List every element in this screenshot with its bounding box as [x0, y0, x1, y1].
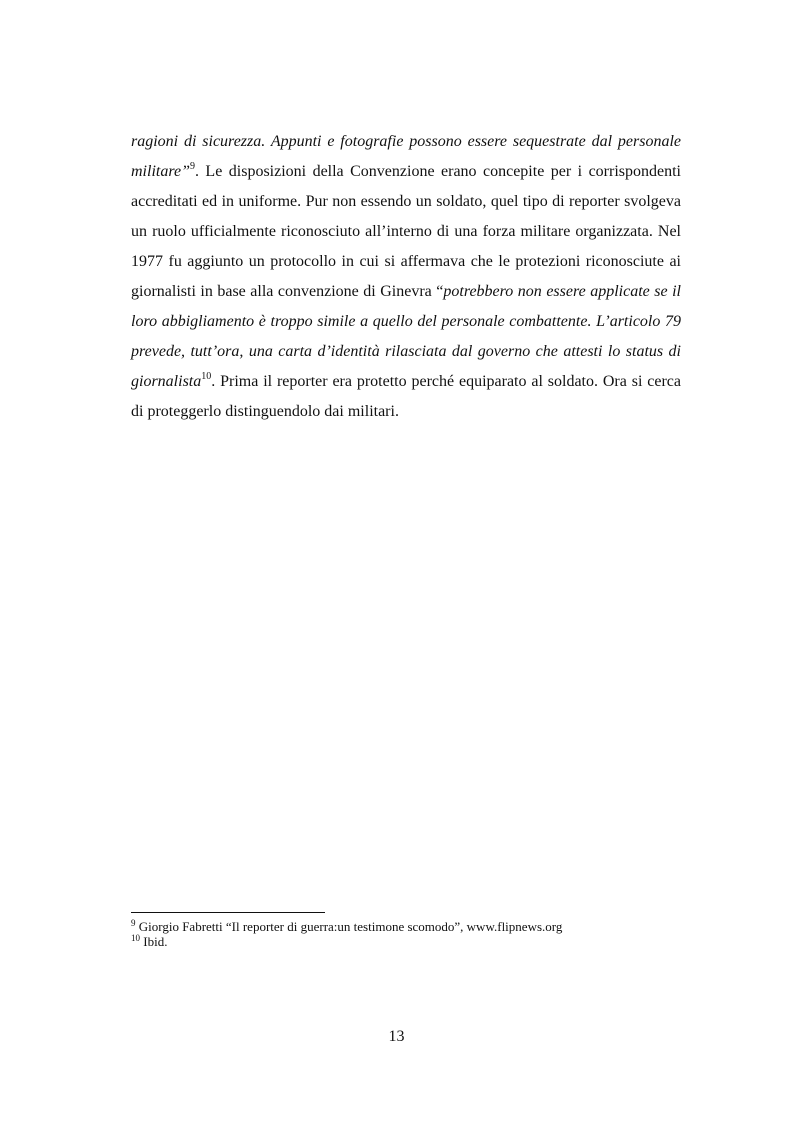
body-line: [131, 307, 681, 337]
body-line: [131, 397, 681, 427]
italic-text: ragioni di sicurezza. Appunti e fotografie possono essere sequestrate dal personale: [131, 133, 681, 150]
footnote-text: Ibid.: [140, 934, 168, 949]
italic-text: loro abbigliamento è troppo simile a quello del personale combattente. L’articolo 79: [131, 313, 681, 330]
text-run: accreditati ed in uniforme. Pur non essendo un soldato, quel tipo di reporter svolgeva: [131, 193, 681, 210]
footnote-reference: 9: [189, 161, 195, 172]
footnote-reference: 10: [201, 371, 212, 382]
body-line: [131, 337, 681, 367]
body-line: [131, 127, 681, 157]
text-run: 1977 fu aggiunto un protocollo in cui si affermava che le protezioni riconosciute ai: [131, 253, 681, 270]
text-run: . Le disposizioni della Convenzione erano concepite per i corrispondenti: [194, 163, 681, 180]
footnote-9: [131, 919, 691, 934]
text-run: di proteggerlo distinguendolo dai militari.: [131, 403, 399, 420]
body-line: [131, 367, 681, 397]
italic-text: potrebbero non essere applicate se il: [443, 283, 682, 300]
text-run: giornalisti in base alla convenzione di Ginevra “: [131, 283, 444, 300]
body-line: [131, 157, 681, 187]
text-run: un ruolo ufficialmente riconosciuto all’interno di una forza militare organizzata. Nel: [131, 223, 681, 240]
footnote-mark: 9: [131, 918, 136, 928]
page-number: 13: [388, 1028, 405, 1045]
footnote-mark: 10: [131, 933, 140, 943]
body-line: [131, 277, 681, 307]
body-line: [131, 217, 681, 247]
footnote-text: Giorgio Fabretti “Il reporter di guerra:un testimone scomodo”, www.flipnews.org: [135, 919, 563, 934]
body-text: [131, 127, 681, 427]
italic-text: giornalista: [131, 373, 202, 390]
text-run: . Prima il reporter era protetto perché equiparato al soldato. Ora si cerca: [211, 373, 681, 390]
footnote-10: [131, 934, 691, 949]
italic-text: prevede, tutt’ora, una carta d’identità rilasciata dal governo che attesti lo status di: [131, 343, 681, 360]
footnote-separator: [131, 912, 325, 913]
italic-text: militare”: [131, 163, 190, 180]
footnotes: [131, 919, 691, 949]
body-line: [131, 247, 681, 277]
body-line: [131, 187, 681, 217]
